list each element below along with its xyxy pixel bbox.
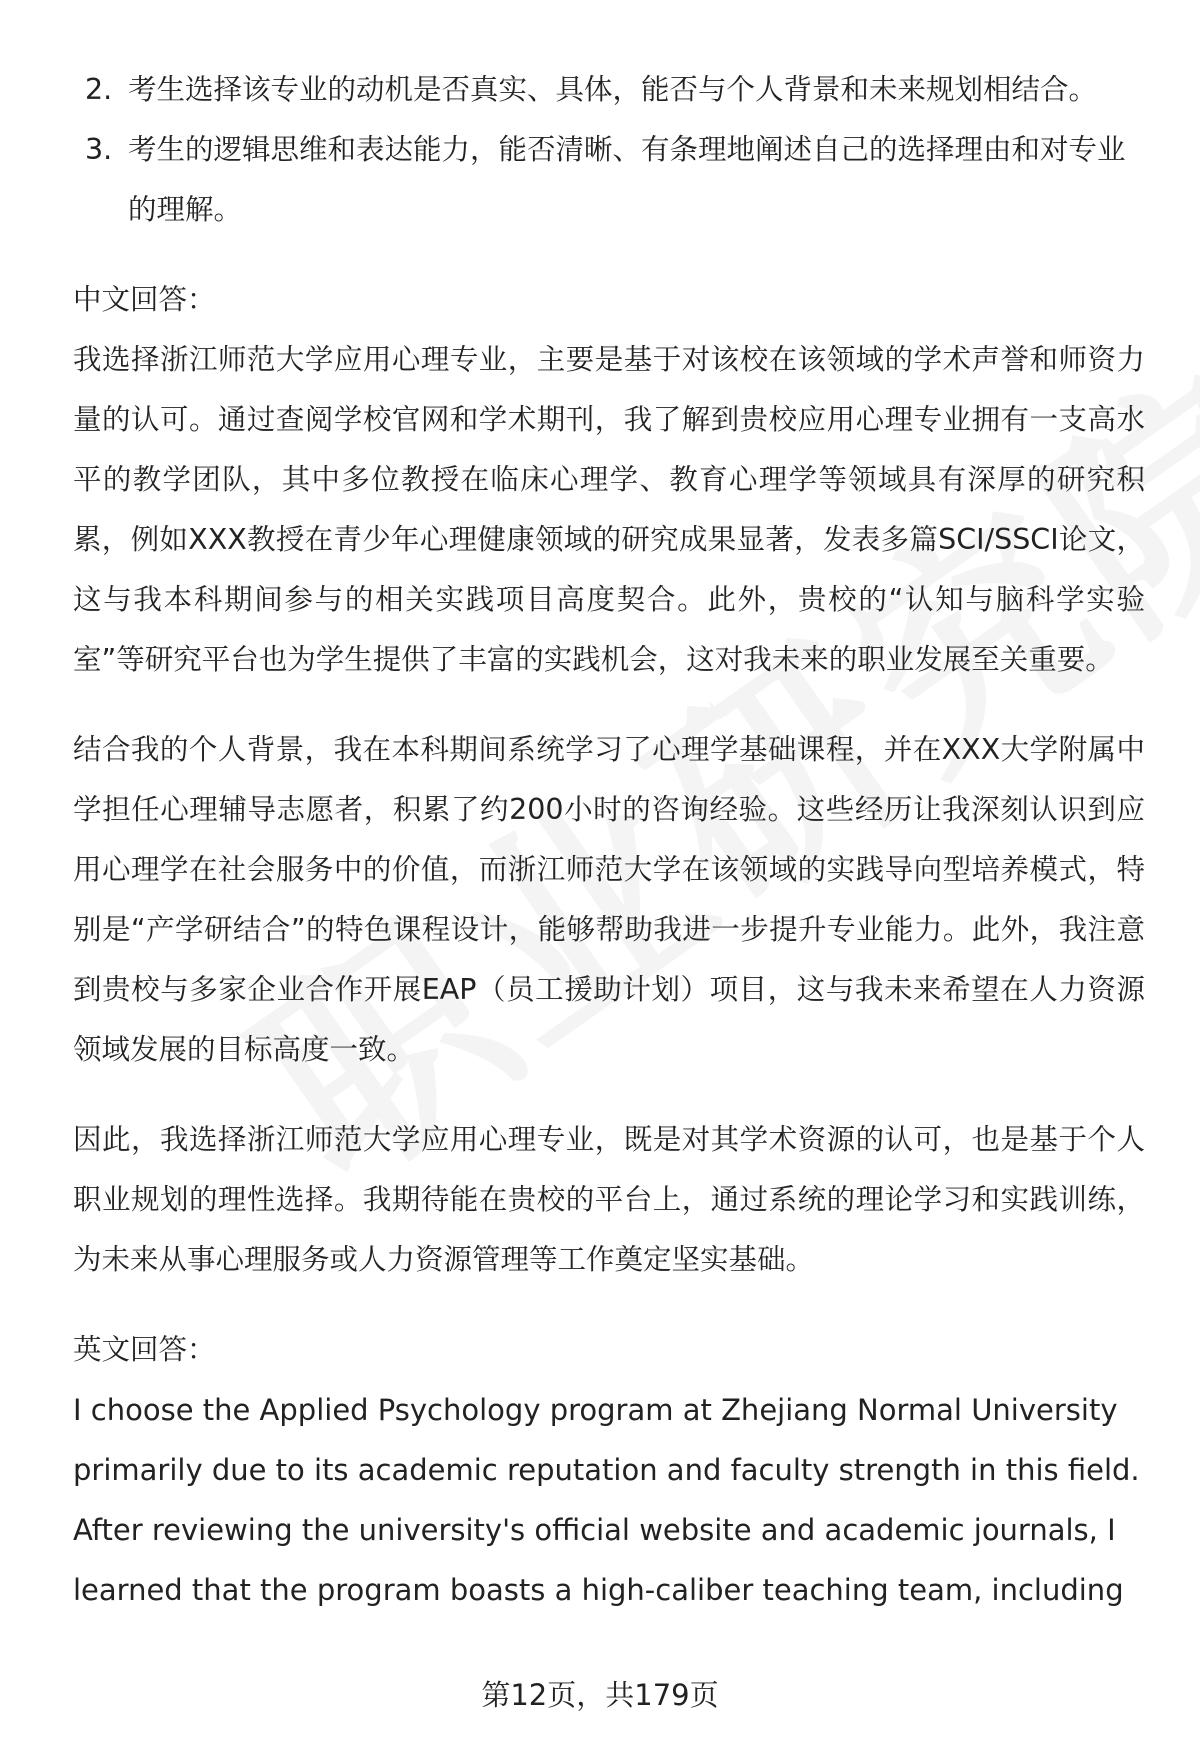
chinese-answer-paragraph: 我选择浙江师范大学应用心理专业，主要是基于对该校在该领域的学术声誉和师资力量的认可。通过查阅学校官网和学术期刊，我了解到贵校应用心理专业拥有一支高水平的教学团队，其中多位教授在临床心理学、教育心理学等领域具有深厚的研究积累，例如XXX教授在青少年心理健康领域的研究成果显著，发表多篇SCI/SSCI论文，这与我本科期间参与的相关实践项目高度契合。此外，贵校的“认知与脑科学实验室”等研究平台也为学生提供了丰富的实践机会，这对我未来的职业发展至关重要。: [73, 343, 1145, 676]
chinese-answer-paragraph: 结合我的个人背景，我在本科期间系统学习了心理学基础课程，并在XXX大学附属中学担任心理辅导志愿者，积累了约200小时的咨询经验。这些经历让我深刻认识到应用心理学在社会服务中的价值，而浙江师范大学在该领域的实践导向型培养模式，特别是“产学研结合”的特色课程设计，能够帮助我进一步提升专业能力。此外，我注意到贵校与多家企业合作开展EAP（员工援助计划）项目，这与我未来希望在人力资源领域发展的目标高度一致。: [73, 733, 1145, 1066]
english-answer-paragraph: I choose the Applied Psychology program at Zhejiang Normal University primarily due to its academic reputation and faculty strength in this field. After reviewing the university's official website and academic journals, I learned that the program boasts a high-caliber teaching team, including: [73, 1393, 1140, 1607]
page-content: [73, 60, 1145, 1620]
page-number-footer: 第12页，共179页: [481, 1678, 719, 1712]
criteria-text: 考生的逻辑思维和表达能力，能否清晰、有条理地阐述自己的选择理由和对专业的理解。: [128, 133, 1126, 226]
criteria-item: [73, 120, 1145, 240]
criteria-number: 3.: [85, 133, 113, 166]
criteria-number: 2.: [85, 73, 113, 106]
english-answer-label: 英文回答：: [73, 1333, 216, 1366]
criteria-item: [73, 60, 1145, 120]
evaluation-criteria-list: [73, 60, 1145, 240]
criteria-text: 考生选择该专业的动机是否真实、具体，能否与个人背景和未来规划相结合。: [128, 73, 1098, 106]
chinese-answer-paragraph: 因此，我选择浙江师范大学应用心理专业，既是对其学术资源的认可，也是基于个人职业规划的理性选择。我期待能在贵校的平台上，通过系统的理论学习和实践训练，为未来从事心理服务或人力资源管理等工作奠定坚实基础。: [73, 1123, 1145, 1276]
chinese-answer-label: 中文回答：: [73, 283, 216, 316]
